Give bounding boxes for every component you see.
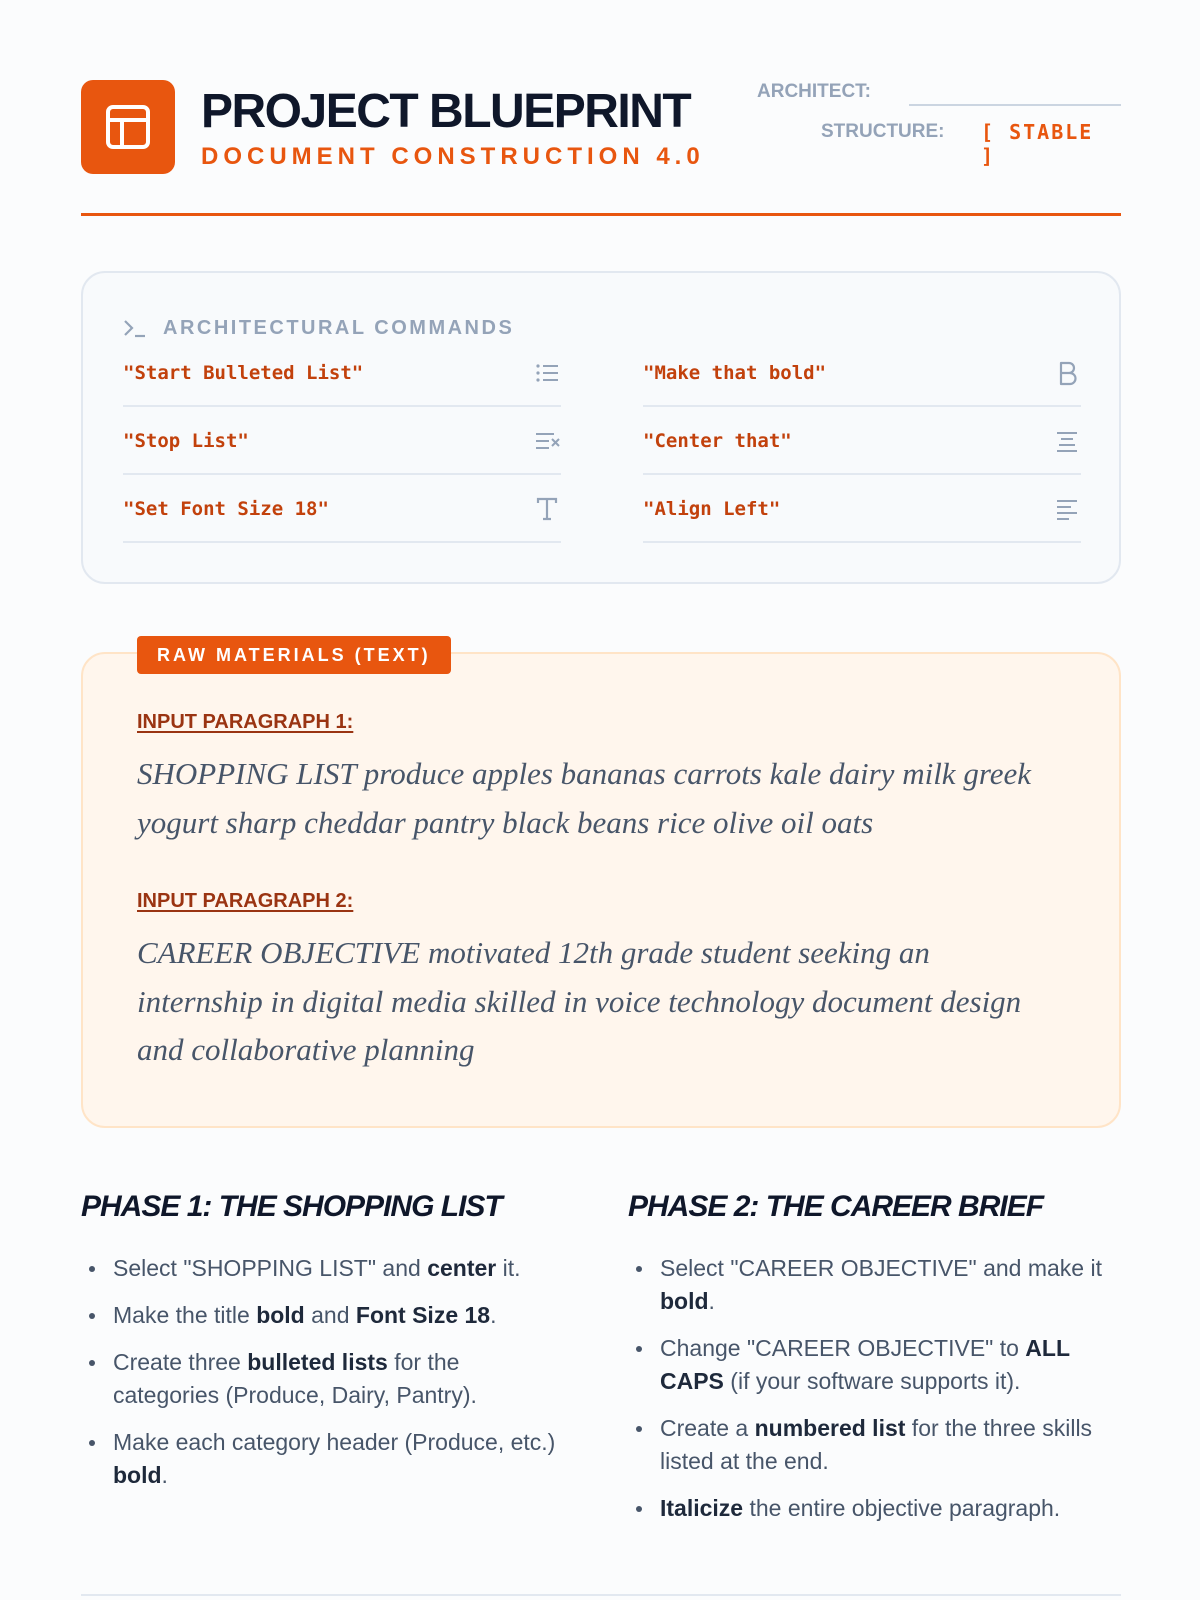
command-align-left	[643, 489, 1081, 543]
instruction-text: Select "SHOPPING LIST" and	[113, 1255, 428, 1281]
instruction-text: .	[161, 1462, 168, 1488]
commands-heading	[123, 313, 514, 343]
phase-1-title: PHASE 1: THE SHOPPING LIST	[81, 1190, 502, 1223]
instruction-text: Make each category header (Produce, etc.)	[113, 1429, 556, 1455]
page-title: PROJECT BLUEPRINT	[201, 85, 691, 138]
bold-term: bold	[113, 1462, 162, 1488]
instruction-text: .	[708, 1288, 715, 1314]
command-text: "Align Left"	[643, 498, 781, 520]
list-item	[81, 1252, 561, 1285]
instruction-text: the entire objective paragraph.	[743, 1495, 1061, 1521]
command-make-bold	[643, 353, 1081, 407]
terminal-icon	[123, 317, 147, 339]
header-divider	[81, 213, 1121, 216]
bold-term: ALL CAPS	[660, 1335, 1070, 1394]
instruction-text: it.	[496, 1255, 521, 1281]
bold-icon	[1053, 359, 1081, 387]
bold-term: center	[427, 1255, 497, 1281]
phase-2-title: PHASE 2: THE CAREER BRIEF	[628, 1190, 1044, 1223]
architect-label: ARCHITECT:	[757, 81, 871, 102]
instruction-text: Select "CAREER OBJECTIVE" and make it	[660, 1255, 1102, 1281]
list-item	[628, 1412, 1121, 1478]
list-item	[81, 1346, 561, 1412]
page-header	[81, 80, 1121, 180]
structure-label: STRUCTURE:	[821, 121, 945, 142]
input-paragraph-2-label: INPUT PARAGRAPH 2:	[137, 890, 354, 912]
command-text: "Set Font Size 18"	[123, 498, 329, 520]
command-stop-list	[123, 421, 561, 475]
list-item	[81, 1299, 561, 1332]
command-text: "Start Bulleted List"	[123, 362, 364, 384]
bulleted-list-icon	[533, 359, 561, 387]
input-paragraph-1-text: SHOPPING LIST produce apples bananas carrots kale dairy milk greek yogurt sharp cheddar pantry black beans rice olive oil oats	[137, 756, 1032, 840]
bold-term: bold	[256, 1302, 305, 1328]
instruction-text: Create a	[660, 1415, 755, 1441]
remove-list-icon	[533, 427, 561, 455]
bold-term: Italicize	[660, 1495, 744, 1521]
command-text: "Stop List"	[123, 430, 249, 452]
list-item	[81, 1426, 561, 1492]
font-size-icon	[533, 495, 561, 523]
phase-2-list	[628, 1252, 1121, 1539]
command-set-font-size	[123, 489, 561, 543]
command-start-bulleted-list	[123, 353, 561, 407]
phase-1-list	[81, 1252, 561, 1506]
list-item	[628, 1492, 1121, 1525]
architect-field[interactable]	[909, 104, 1121, 106]
instruction-text: for the categories (Produce, Dairy, Pantry).	[113, 1349, 477, 1408]
instruction-text: Change "CAREER OBJECTIVE" to	[660, 1335, 1026, 1361]
instruction-text: (if your software supports it).	[723, 1368, 1021, 1394]
layout-icon	[81, 80, 175, 174]
instruction-text: .	[490, 1302, 497, 1328]
command-text: "Center that"	[643, 430, 792, 452]
input-paragraph-1-label: INPUT PARAGRAPH 1:	[137, 711, 354, 733]
bold-term: bulleted lists	[247, 1349, 388, 1375]
footer-divider	[81, 1594, 1121, 1596]
align-left-icon	[1053, 495, 1081, 523]
commands-panel	[81, 271, 1121, 584]
commands-heading-text: ARCHITECTURAL COMMANDS	[163, 316, 515, 339]
instruction-text: Make the title	[113, 1302, 257, 1328]
bold-term: bold	[660, 1288, 709, 1314]
bold-term: numbered list	[754, 1415, 906, 1441]
instruction-text: for the three skills listed at the end.	[660, 1415, 1093, 1474]
structure-status: [ STABLE ]	[981, 120, 1094, 168]
raw-materials-badge: RAW MATERIALS (TEXT)	[137, 636, 451, 674]
instruction-text: Create three	[113, 1349, 248, 1375]
input-paragraph-2-text: CAREER OBJECTIVE motivated 12th grade student seeking an internship in digital media skilled in voice technology document design and collaborative planning	[137, 935, 1022, 1067]
instruction-text: and	[304, 1302, 356, 1328]
align-center-icon	[1053, 427, 1081, 455]
command-text: "Make that bold"	[643, 362, 827, 384]
list-item	[628, 1332, 1121, 1398]
bold-term: Font Size 18	[355, 1302, 491, 1328]
command-center-that	[643, 421, 1081, 475]
page-subtitle: DOCUMENT CONSTRUCTION 4.0	[201, 143, 705, 170]
list-item	[628, 1252, 1121, 1318]
